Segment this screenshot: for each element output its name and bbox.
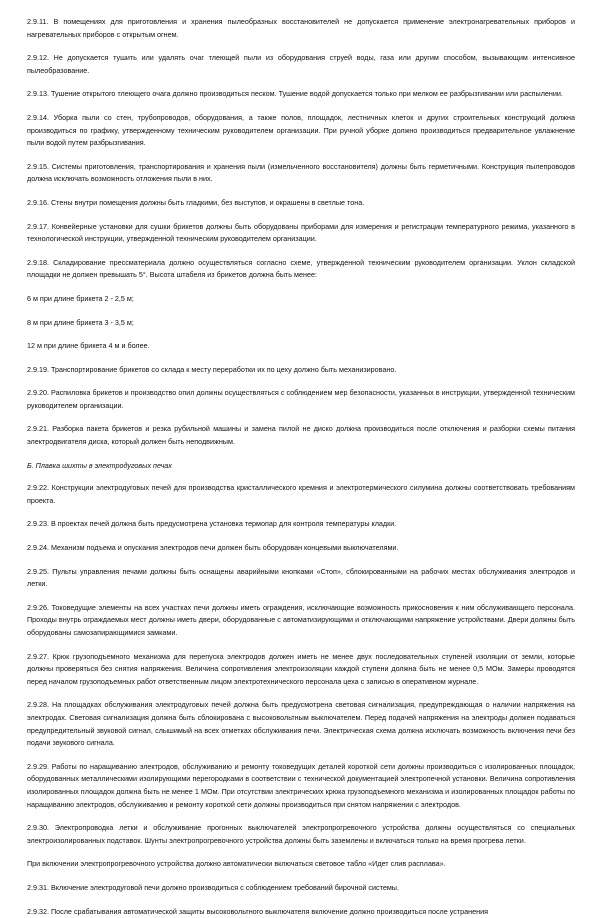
paragraph: 2.9.12. Не допускается тушить или удалять очаг тлеющей пыли из оборудования струей воды, газа или другим способом, вызывающим интенсивное пылеобразование. xyxy=(27,52,575,77)
paragraph: 2.9.15. Системы приготовления, транспортирования и хранения пыли (измельченного восстановителя) должны быть герметичными. Конструкция пылепроводов должна исключать возможность отложения пыли в них. xyxy=(27,161,575,186)
paragraph: 2.9.19. Транспортирование брикетов со склада к месту переработки их по цеху должно быть механизировано. xyxy=(27,364,575,377)
paragraph: 2.9.29. Работы по наращиванию электродов, обслуживанию и ремонту токоведущих деталей короткой сети должны производиться с изолированных площадок, оборудованных металлическими изолирующими перегородками в соответствии с технической документацией электропечной установки. Величина сопротивления изолированных площадок должна быть не менее 1 МОм. При отсутствии электрических крюка грузоподъемного механизма и изолированных площадок работы по наращиванию электродов, обслуживанию и ремонту короткой сети должны производиться при снятом напряжении с электродов. xyxy=(27,761,575,811)
paragraph: 2.9.20. Распиловка брикетов и производство опил должны осуществляться с соблюдением мер безопасности, указанных в инструкции, утвержденной техническим руководителем организации. xyxy=(27,387,575,412)
paragraph: 8 м при длине брикета 3 - 3,5 м; xyxy=(27,317,575,330)
paragraph: 12 м при длине брикета 4 м и более. xyxy=(27,340,575,353)
paragraph: 6 м при длине брикета 2 - 2,5 м; xyxy=(27,293,575,306)
paragraph: 2.9.18. Складирование прессматериала должно осуществляться согласно схеме, утвержденной техническим руководителем организации. Уклон складской площадки не должен превышать 5°. Высота штабеля из брикетов должна быть менее: xyxy=(27,257,575,282)
paragraph: 2.9.11. В помещениях для приготовления и хранения пылеобразных восстановителей не допускается применение электронагревательных приборов и нагревательных приборов с открытым огнем. xyxy=(27,16,575,41)
paragraph: 2.9.32. После срабатывания автоматической защиты высоковольтного выключателя включение должно производиться после устранения xyxy=(27,906,575,918)
section-heading: Б. Плавка шихты в электродуговых печах xyxy=(27,460,575,473)
paragraph: 2.9.24. Механизм подъема и опускания электродов печи должен быть оборудован концевыми выключателями. xyxy=(27,542,575,555)
paragraph: 2.9.13. Тушение открытого тлеющего очага должно производиться песком. Тушение водой допускается только при мелком ее разбрызгивании или распылении. xyxy=(27,88,575,101)
paragraph: 2.9.25. Пульты управления печами должны быть оснащены аварийными кнопками «Стоп», сблокированными на рабочих местах обслуживания электродов и летки. xyxy=(27,566,575,591)
paragraph: 2.9.22. Конструкции электродуговых печей для производства кристаллического кремния и электротермического силумина должны соответствовать требованиям проекта. xyxy=(27,482,575,507)
paragraph: 2.9.14. Уборка пыли со стен, трубопроводов, оборудования, а также полов, площадок, лестничных клеток и других строительных конструкций должна производиться по графику, утвержденному техническим руководителем организации. При ручной уборке должно производиться предварительное увлажнение пыли водой путем разбрызгивания. xyxy=(27,112,575,150)
paragraph: 2.9.17. Конвейерные установки для сушки брикетов должны быть оборудованы приборами для измерения и регистрации температурного режима, указанного в технологической инструкции, утвержденной техническим руководителем организации. xyxy=(27,221,575,246)
paragraph: 2.9.21. Разборка пакета брикетов и резка рубильной машины и замена пилой не диско должна производиться после отключения и разборки схемы питания электродвигателя диска, который должен быть неподвижным. xyxy=(27,423,575,448)
paragraph: 2.9.30. Электропроводка летки и обслуживание прогонных выключателей электропрогревочного устройства должны осуществляться со специальных электроизолированных подставок. Шунты электропрогревочного устройства должны быть заземлены и включаться только на время прогрева летки. xyxy=(27,822,575,847)
paragraph: 2.9.26. Токоведущие элементы на всех участках печи должны иметь ограждения, исключающие возможность прикосновения к ним обслуживающего персонала. Проходы внутрь ограждаемых мест должны иметь двери, оборудованные с автоматизирующими и отключающими напряжение устройствами. Двери должны быть оборудованы самозапирающимися замками. xyxy=(27,602,575,640)
paragraph: При включении электропрогревочного устройства должно автоматически включаться световое табло «Идет слив расплава». xyxy=(27,858,575,871)
paragraph: 2.9.28. На площадках обслуживания электродуговых печей должна быть предусмотрена световая сигнализация, предупреждающая о наличии напряжения на электродах. Световая сигнализация должна быть сблокирована с высоковольтным выключателем. Перед подачей напряжения на электроды должен подаваться предупредительный звуковой сигнал, слышимый на всех отметках обслуживания печи. Электрическая схема должна исключать возможность включения печи без подачи звукового сигнала. xyxy=(27,699,575,749)
paragraph: 2.9.23. В проектах печей должна быть предусмотрена установка термопар для контроля температуры кладки. xyxy=(27,518,575,531)
paragraph: 2.9.16. Стены внутри помещения должны быть гладкими, без выступов, и окрашены в светлые тона. xyxy=(27,197,575,210)
paragraph: 2.9.31. Включение электродуговой печи должно производиться с соблюдением требований бирочной системы. xyxy=(27,882,575,895)
document-body xyxy=(27,16,575,918)
paragraph: 2.9.27. Крюк грузоподъемного механизма для перепуска электродов должен иметь не менее двух последовательных ступеней изоляции от земли, которые должны проверяться без снятия напряжения. Величина сопротивления электроизоляции каждой ступени должна быть не менее 0,5 МОм. Замеры проводятся перед началом грузоподъемных работ ответственным лицом электротехнического персонала цеха с записью в оперативном журнале. xyxy=(27,651,575,689)
